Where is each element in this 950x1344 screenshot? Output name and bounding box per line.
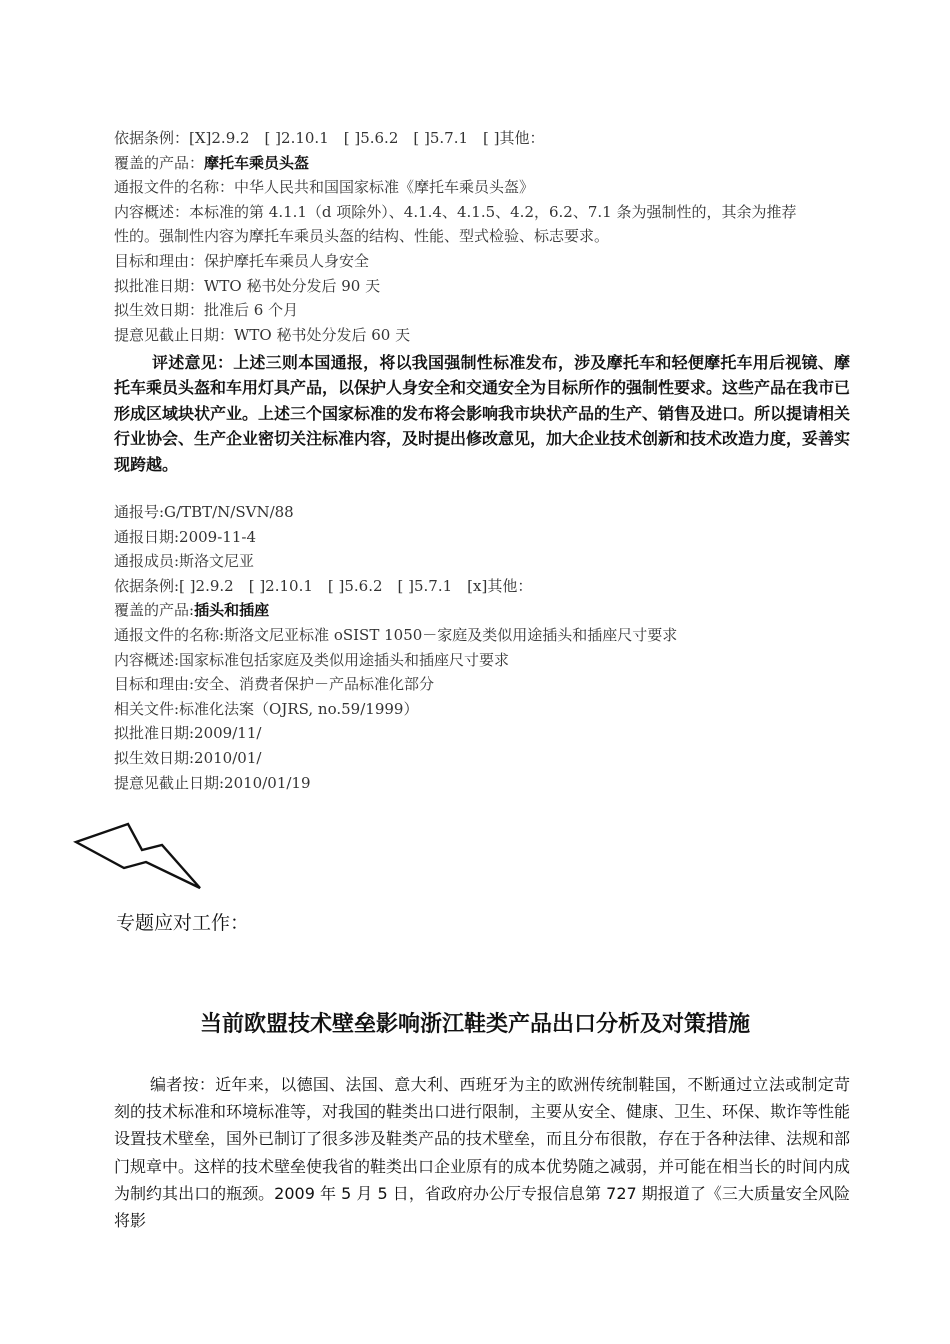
notice-2-approval-date: 拟批准日期:2009/11/ xyxy=(114,724,262,743)
notice-2-doc-name: 通报文件的名称:斯洛文尼亚标准 oSIST 1050－家庭及类似用途插头和插座尺寸要求 xyxy=(114,625,678,644)
notice-1-summary-line-1: 内容概述：本标准的第 4.1.1（d 项除外）、4.1.4、4.1.5、4.2，6.2、7.1 条为强制性的，其余为推荐 xyxy=(114,202,797,221)
notice-2-summary: 内容概述:国家标准包括家庭及类似用途插头和插座尺寸要求 xyxy=(114,650,510,669)
notice-2-comment-deadline: 提意见截止日期:2010/01/19 xyxy=(114,773,311,792)
notice-1-summary-line-2: 性的。强制性内容为摩托车乘员头盔的结构、性能、型式检验、标志要求。 xyxy=(114,227,610,246)
notice-2-basis: 依据条例:[ ]2.9.2 [ ]2.10.1 [ ]5.6.2 [ ]5.7.1 [x]其他： xyxy=(114,576,533,595)
notice-2-product: 覆盖的产品:插头和插座 xyxy=(114,601,270,620)
notice-2-effective-date: 拟生效日期:2010/01/ xyxy=(114,748,262,767)
notice-2-date: 通报日期:2009-11-4 xyxy=(114,527,256,546)
notice-2-objective: 目标和理由:安全、消费者保护－产品标准化部分 xyxy=(114,675,435,694)
notice-1 xyxy=(114,126,850,347)
section-heading: 专题应对工作： xyxy=(116,912,250,934)
article-body: 编者按：近年来，以德国、法国、意大利、西班牙为主的欧洲传统制鞋国，不断通过立法或制定苛刻的技术标准和环境标准等，对我国的鞋类出口进行限制，主要从安全、健康、卫生、环保、欺诈等性能设置技术壁垒，国外已制订了很多涉及鞋类产品的技术壁垒，而且分布很散，存在于各种法律、法规和部门规章中。这样的技术壁垒使我省的鞋类出口企业原有的成本优势随之减弱，并可能在相当长的时间内成为制约其出口的瓶颈。2009 年 5 月 5 日，省政府办公厅专报信息第 727 期报道了《三大质量安全风险将影 xyxy=(114,1075,851,1231)
lightning-bolt-icon xyxy=(72,820,204,892)
notice-2-related-docs: 相关文件:标准化法案（OJRS, no.59/1999） xyxy=(114,699,419,718)
notice-1-doc-name: 通报文件的名称：中华人民共和国国家标准《摩托车乘员头盔》 xyxy=(114,178,535,197)
notice-2-product-value: 插头和插座 xyxy=(194,601,270,620)
notice-2-member: 通报成员:斯洛文尼亚 xyxy=(114,552,255,571)
notice-1-product: 覆盖的产品：摩托车乘员头盔 xyxy=(114,153,310,172)
notice-1-effective-date: 拟生效日期：批准后 6 个月 xyxy=(114,301,299,320)
article-title: 当前欧盟技术壁垒影响浙江鞋类产品出口分析及对策措施 xyxy=(199,1012,750,1037)
notice-1-product-value: 摩托车乘员头盔 xyxy=(204,153,310,172)
notice-2-number: 通报号:G/TBT/N/SVN/88 xyxy=(114,503,294,521)
notice-1-approval-date: 拟批准日期：WTO 秘书处分发后 90 天 xyxy=(114,276,381,295)
notice-2 xyxy=(114,500,850,795)
notice-1-comment-deadline: 提意见截止日期：WTO 秘书处分发后 60 天 xyxy=(114,325,411,344)
notice-1-basis: 依据条例：[X]2.9.2 [ ]2.10.1 [ ]5.6.2 [ ]5.7.1 [ ]其他： xyxy=(114,129,545,147)
notice-1-objective: 目标和理由：保护摩托车乘员人身安全 xyxy=(114,251,370,270)
review-comment: 评述意见：上述三则本国通报，将以我国强制性标准发布，涉及摩托车和轻便摩托车用后视镜、摩托车乘员头盔和车用灯具产品，以保护人身安全和交通安全为目标所作的强制性要求。这些产品在我市已形成区域块状产业。上述三个国家标准的发布将会影响我市块状产品的生产、销售及进口。所以提请相关行业协会、生产企业密切关注标准内容，及时提出修改意见，加大企业技术创新和技术改造力度，妥善实现跨越。 xyxy=(114,353,851,474)
